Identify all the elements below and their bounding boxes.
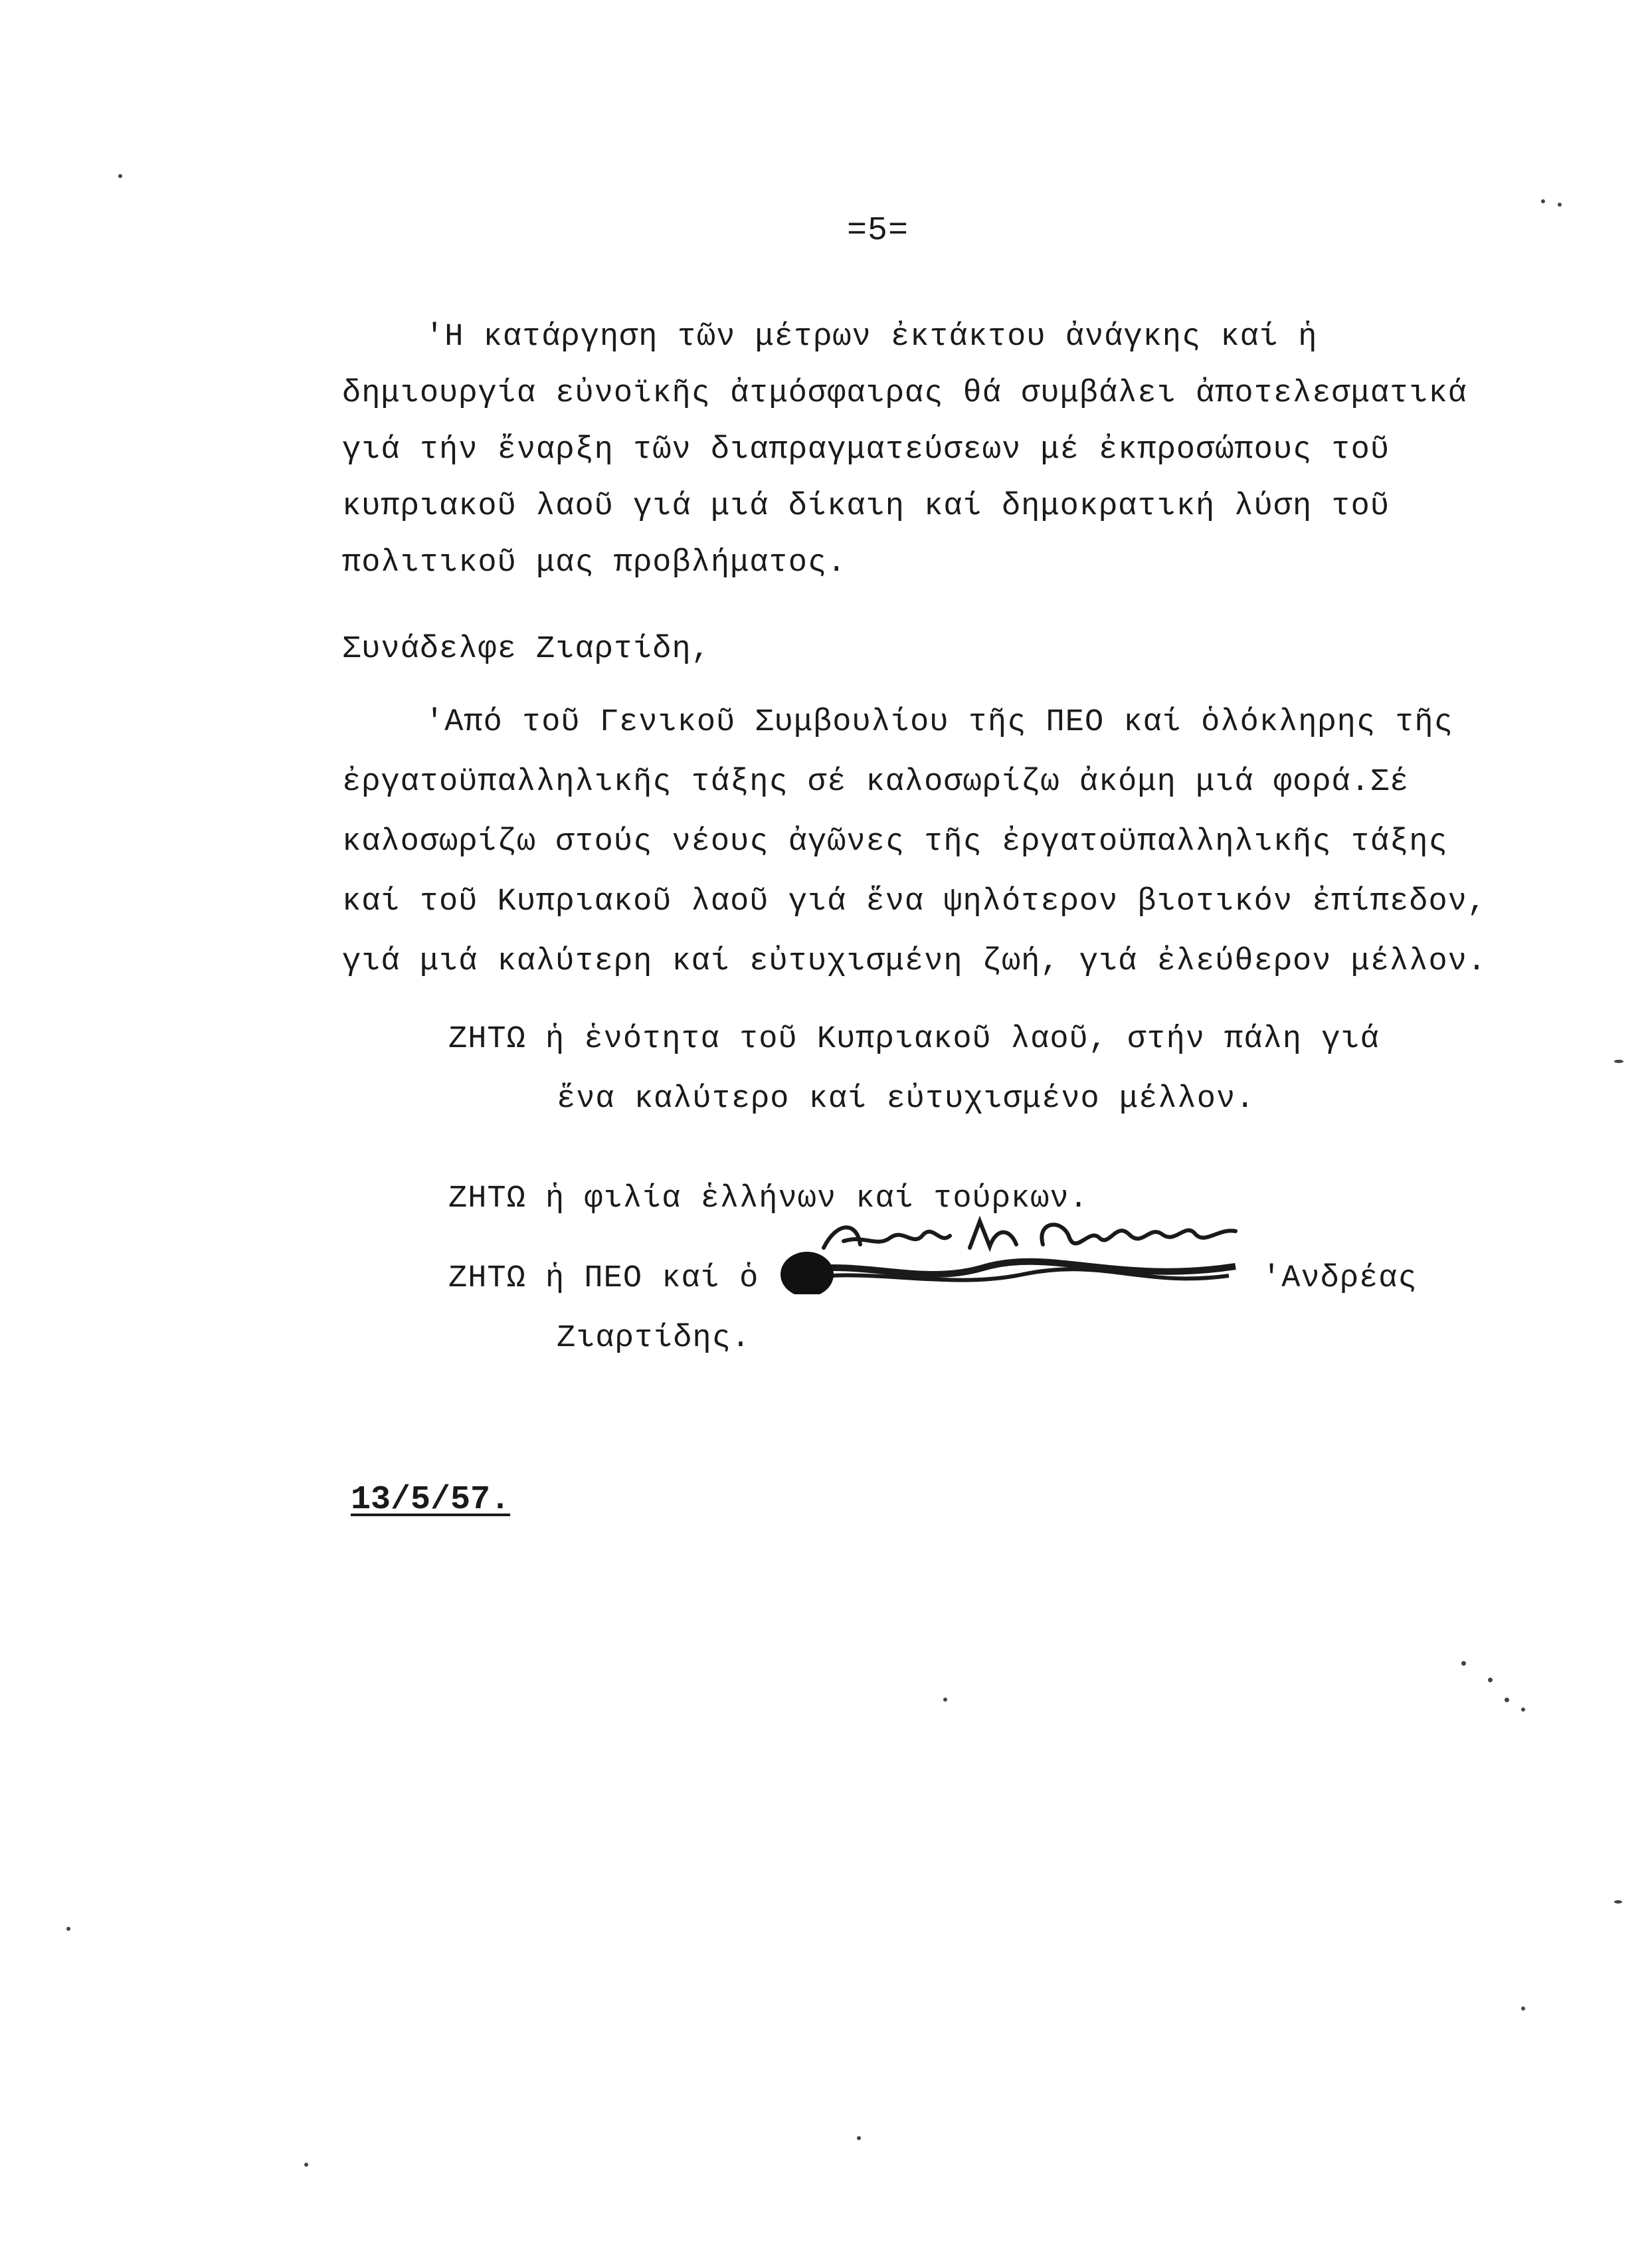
slogan-line: ΖΗΤΩ ἡ ἑνότητα τοῦ Κυπριακοῦ λαοῦ, στήν πάλη γιά	[448, 1022, 1380, 1057]
slogan-friendship: ΖΗΤΩ ἡ φιλία ἑλλήνων καί τούρκων.	[448, 1181, 1089, 1217]
paragraph-1-line: 'Η κατάργηση τῶν μέτρων ἐκτάκτου ἀνάγκης καί ἡ	[425, 320, 1318, 355]
scan-speck	[943, 1698, 947, 1702]
page-number: =5=	[847, 212, 909, 250]
scan-speck	[1521, 1708, 1525, 1712]
scan-speck	[118, 174, 122, 178]
paragraph-2-line: γιά μιά καλύτερη καί εὐτυχισμένη ζωή, γιά ἐλεύθερον μέλλον.	[342, 944, 1487, 979]
scan-speck	[1614, 1900, 1622, 1904]
paragraph-1-line: κυπριακοῦ λαοῦ γιά μιά δίκαιη καί δημοκρατική λύση τοῦ	[342, 489, 1390, 524]
slogan-line: 'Ανδρέας	[1262, 1261, 1418, 1296]
document-date: 13/5/57.	[351, 1481, 511, 1519]
scan-speck	[1505, 1698, 1509, 1702]
paragraph-2-line: ἐργατοϋπαλληλικῆς τάξης σέ καλοσωρίζω ἀκόμη μιά φορά.Σέ	[342, 765, 1410, 800]
paragraph-2-line: 'Από τοῦ Γενικοῦ Συμβουλίου τῆς ΠΕΟ καί ὁλόκληρης τῆς	[425, 705, 1453, 740]
handwritten-signature	[797, 1208, 1262, 1321]
scan-speck	[1488, 1678, 1493, 1682]
scan-speck	[1558, 203, 1562, 207]
scan-speck	[1614, 1060, 1623, 1063]
paragraph-1-line: γιά τήν ἔναρξη τῶν διαπραγματεύσεων μέ ἐκπροσώπους τοῦ	[342, 433, 1390, 468]
scan-speck	[857, 2136, 861, 2140]
paragraph-1-line: δημιουργία εὐνοϊκῆς ἀτμόσφαιρας θά συμβάλει ἀποτελεσματικά	[342, 376, 1467, 411]
scan-speck	[1461, 1661, 1466, 1666]
scan-speck	[1521, 2007, 1525, 2011]
paragraph-2-line: καλοσωρίζω στούς νέους ἀγῶνες τῆς ἐργατοϋπαλληλικῆς τάξης	[342, 825, 1448, 860]
scan-speck	[66, 1927, 70, 1931]
slogan-line: Ζιαρτίδης.	[557, 1321, 751, 1356]
paragraph-1-line: πολιτικοῦ μας προβλήματος.	[342, 545, 847, 581]
slogan-line: ἕνα καλύτερο καί εὐτυχισμένο μέλλον.	[557, 1082, 1255, 1117]
salutation: Συνάδελφε Ζιαρτίδη,	[342, 632, 711, 667]
paragraph-2-line: καί τοῦ Κυπριακοῦ λαοῦ γιά ἕνα ψηλότερον βιοτικόν ἐπίπεδον,	[342, 884, 1487, 920]
slogan-line: ΖΗΤΩ ἡ ΠΕΟ καί ὁ	[448, 1261, 759, 1296]
scan-speck	[1541, 199, 1545, 203]
scan-speck	[304, 2163, 308, 2167]
